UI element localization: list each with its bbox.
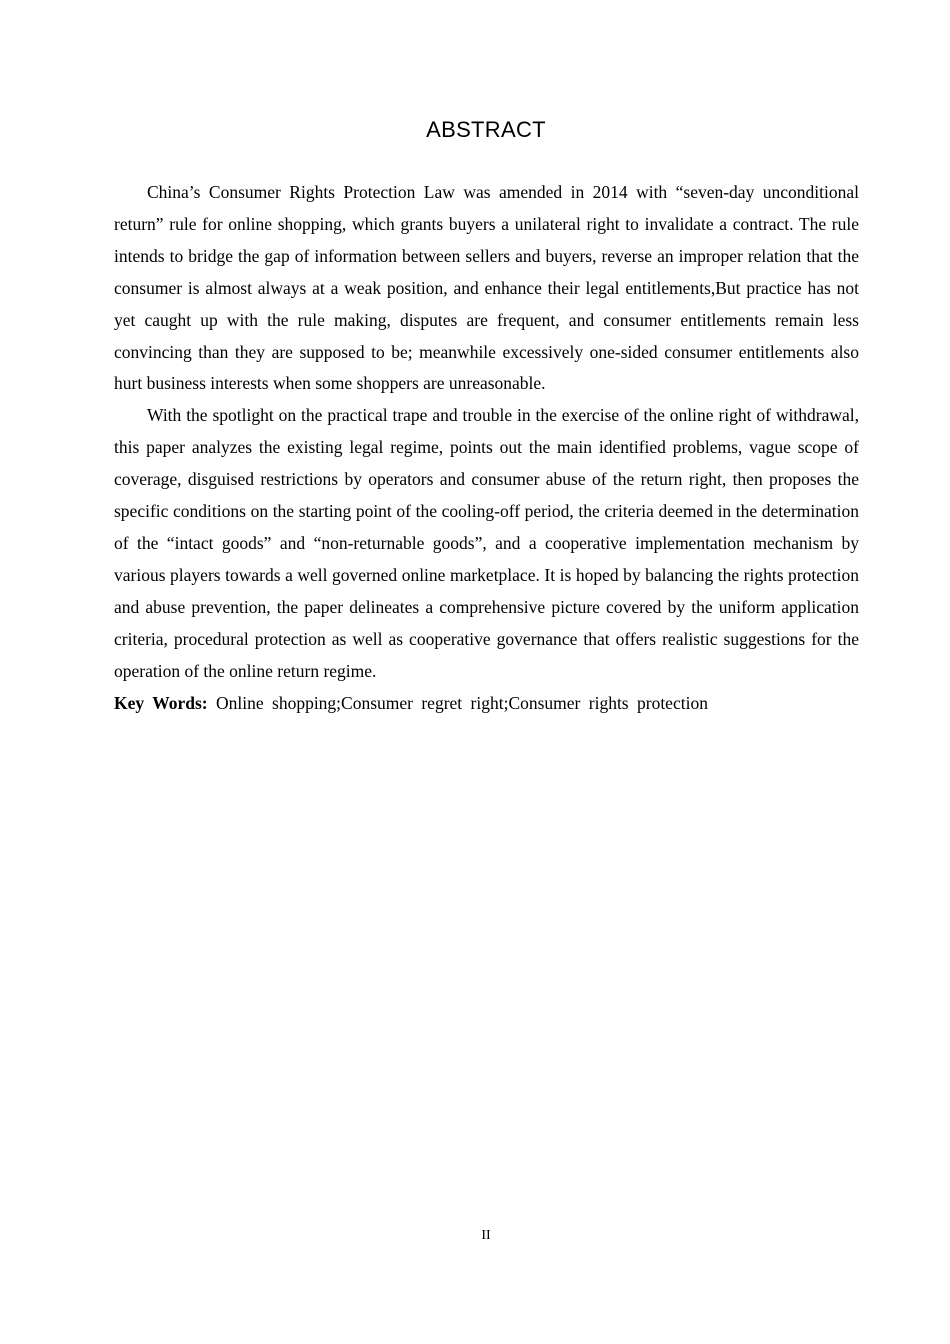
keywords-value: Online shopping;Consumer regret right;Consumer rights protection [216,692,708,713]
page-number: II [481,1228,491,1243]
abstract-body [114,177,859,719]
abstract-paragraph-1: China’s Consumer Rights Protection Law was amended in 2014 with “seven-day unconditional return” rule for online shopping, which grants buyers a unilateral right to invalidate a contract. The rule intends to bridge the gap of information between sellers and buyers, reverse an improper relation that the consumer is almost always at a weak position, and enhance their legal entitlements,But practice has not yet caught up with the rule making, disputes are frequent, and consumer entitlements remain less convincing than they are supposed to be; meanwhile excessively one-sided consumer entitlements also hurt business interests when some shoppers are unreasonable. [114,182,859,394]
keywords-label: Key Words: [114,692,208,713]
abstract-title: ABSTRACT [426,117,546,142]
abstract-paragraph-2: With the spotlight on the practical trape and trouble in the exercise of the online right of withdrawal, this paper analyzes the existing legal regime, points out the main identified problems, vague scope of coverage, disguised restrictions by operators and consumer abuse of the return right, then proposes the specific conditions on the starting point of the cooling-off period, the criteria deemed in the determination of the “intact goods” and “non-returnable goods”, and a cooperative implementation mechanism by various players towards a well governed online marketplace. It is hoped by balancing the rights protection and abuse prevention, the paper delineates a comprehensive picture covered by the uniform application criteria, procedural protection as well as cooperative governance that offers realistic suggestions for the operation of the online return regime. [114,405,859,681]
keywords-line [114,688,859,720]
